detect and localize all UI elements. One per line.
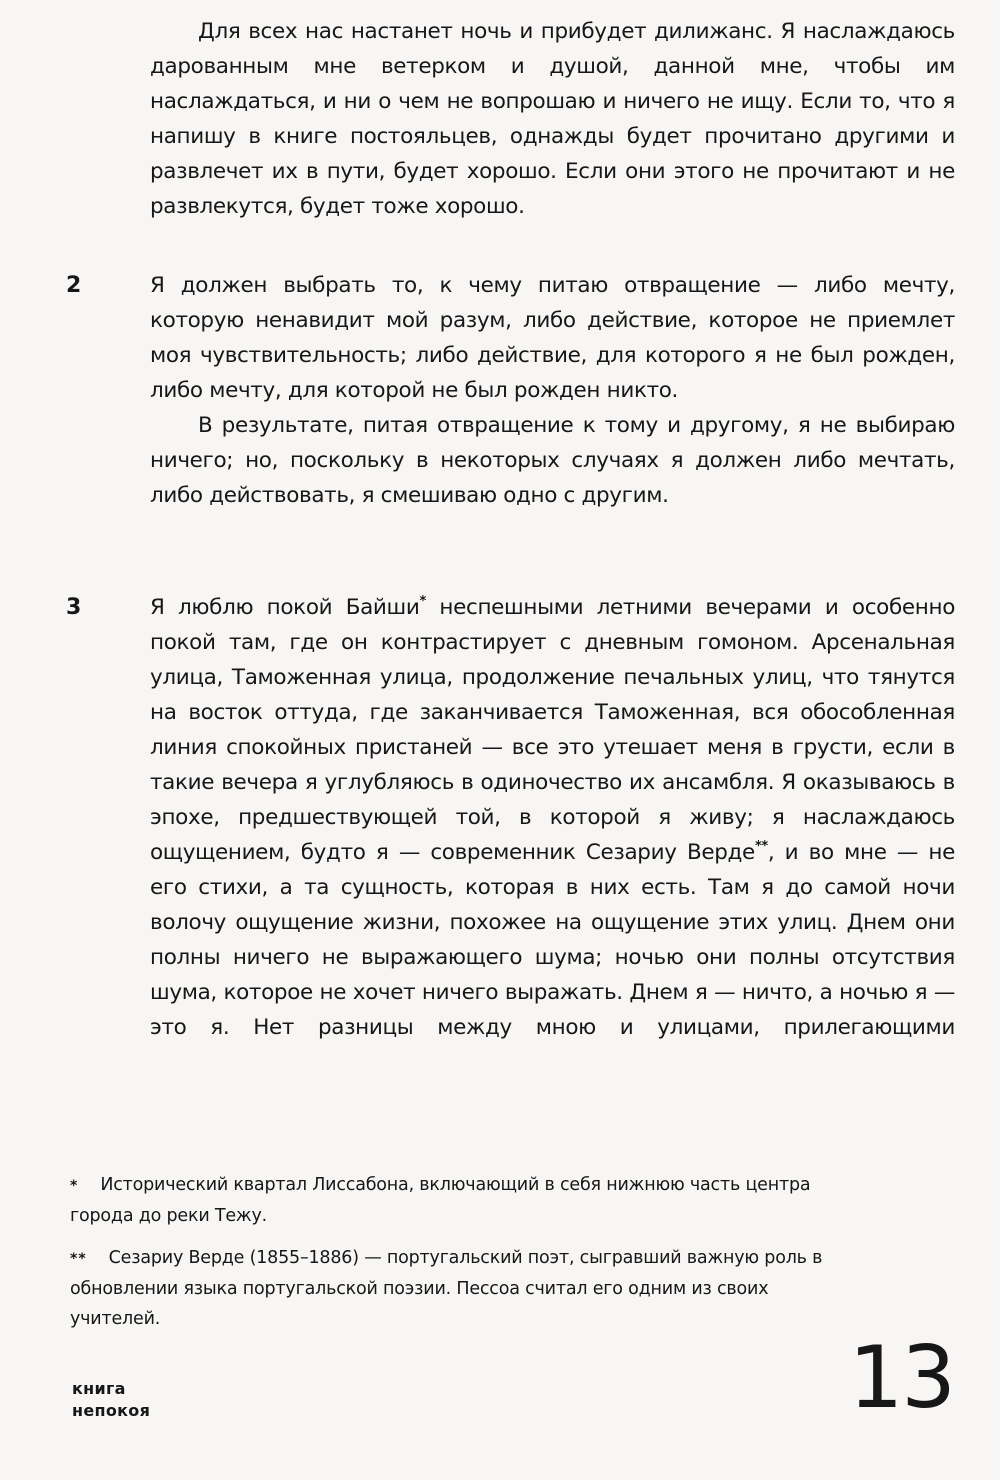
paragraph-text: Я люблю покой Байши [150,595,420,620]
paragraph-text: , и во мне — не его стихи, а та сущность, которая в них есть. Там я до самой ночи волочу ощущение жизни, похожее на ощущение этих улиц. Днем они полны ничего не выражающего шума; ночью они полны отсутствия шума, которое не хочет ничего выражать. Днем я — ничто, а ночью я — это я. Нет разницы между мною и улицами, прилегающими [150,840,956,1040]
section-number: 2 [66,273,82,298]
footnotes [70,1170,835,1346]
paragraph: Я должен выбрать то, к чему питаю отвращение — либо мечту, которую ненавидит мой разум, либо действие, которое не приемлет моя чувствительность; либо действие, для которого я не был рожден, либо мечту, для которой не был рожден никто. [150,273,955,403]
paragraph: Для всех нас настанет ночь и прибудет дилижанс. Я наслаждаюсь дарованным мне ветерком и душой, данной мне, чтобы им наслаждаться, и ни о чем не вопрошаю и ничего не ищу. Если то, что я напишу в книге постояльцев, однажды будет прочитано другими и развлечет их в пути, будет хорошо. Если они этого не прочитают и не развлекутся, будет тоже хорошо. [150,19,955,219]
section-3-text [150,590,955,1045]
page-number: 13 [848,1328,954,1428]
footnote-text: Исторический квартал Лиссабона, включающий в себя нижнюю часть центра города до реки Тежу. [70,1175,811,1226]
paragraph: В результате, питая отвращение к тому и другому, я не выбираю ничего; но, поскольку в некоторых случаях я должен либо мечтать, либо действовать, я смешиваю одно с другим. [150,413,955,508]
section-2-text [150,268,955,513]
paragraph-text: неспешными летними вечерами и особенно покой там, где он контрастирует с дневным гомоном. Арсенальная улица, Таможенная улица, продолжение печальных улиц, что тянутся на восток оттуда, где заканчивается Таможенная, вся обособленная линия спокойных пристаней — все это утешает меня в грусти, если в такие вечера я углубляюсь в одиночество их ансамбля. Я оказываюсь в эпохе, предшествующей той, в которой я живу; я наслаждаюсь ощущением, будто я — современник Сезариу Верде [150,595,955,865]
footnote [70,1170,835,1231]
running-title-line: книга [72,1379,126,1398]
footnote [70,1243,835,1334]
footnote-ref: ** [754,839,768,854]
footnote-mark: ** [70,1251,87,1267]
section-1-text [150,14,955,224]
paragraph [150,590,955,1045]
footnote-text: Сезариу Верде (1855–1886) — португальский поэт, сыгравший важную роль в обновлении языка португальской поэзии. Пессоа считал его одним из своих учителей. [70,1248,823,1329]
footnote-mark: * [70,1178,79,1194]
running-title [72,1378,150,1422]
running-title-line: непокоя [72,1401,151,1420]
footnote-ref: * [419,594,426,609]
section-number: 3 [66,595,82,620]
